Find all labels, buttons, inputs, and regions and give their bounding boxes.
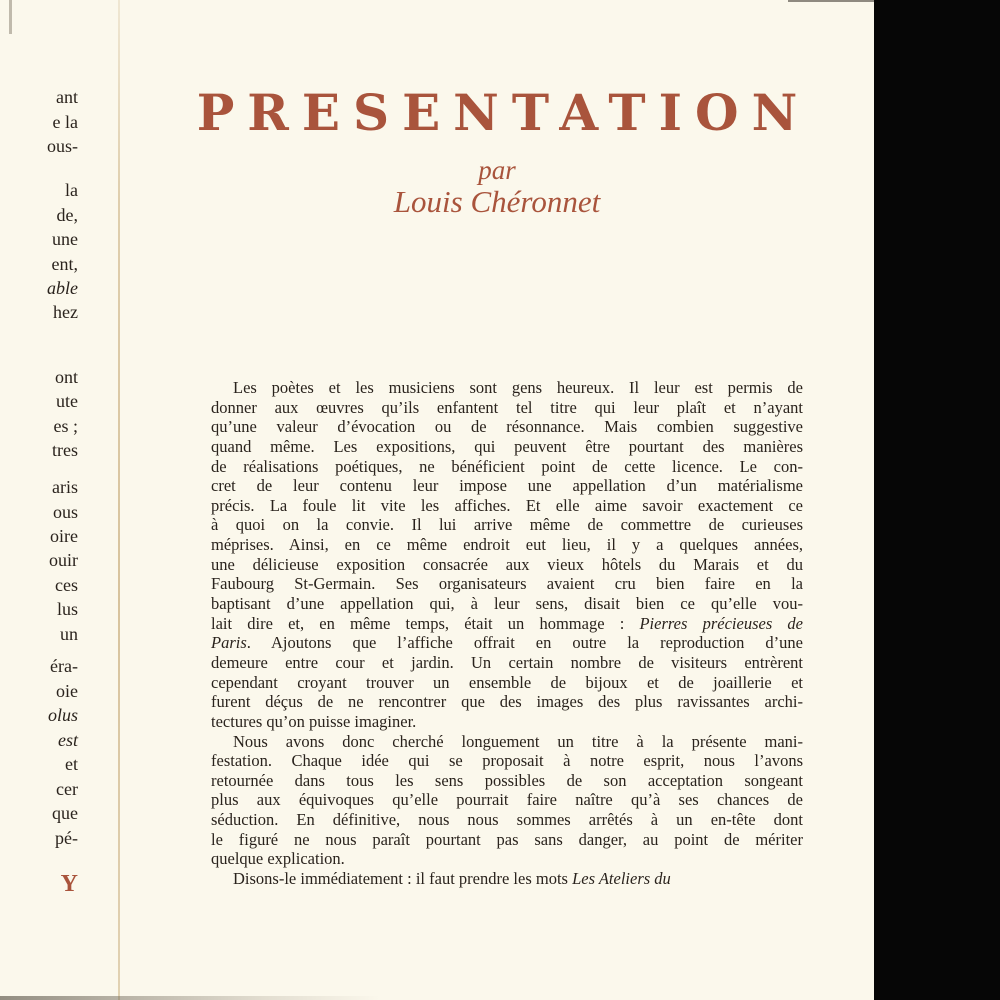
body-run-italic: Pierres précieuses de	[639, 613, 803, 633]
body-run: précis. La foule lit vite les affiches. Et elle aime savoir exactement ce	[211, 495, 803, 515]
body-line	[211, 810, 803, 830]
left-edge-fragment: ute	[56, 391, 78, 411]
body-run: quand même. Les expositions, qui peuvent être pourtant des manières	[211, 436, 803, 456]
body-run: Nous avons donc cherché longuement un titre à la présente mani-	[233, 731, 803, 751]
left-edge-fragment: est	[58, 730, 78, 750]
left-edge-fragment: ant	[56, 87, 78, 107]
body-line	[211, 378, 803, 398]
left-edge-fragment: de,	[56, 205, 78, 225]
body-line	[211, 830, 803, 850]
left-edge-fragment: e la	[52, 112, 78, 132]
left-edge-fragment: ces	[55, 575, 78, 595]
body-run: plus aux équivoques qu’elle pourrait faire naître qu’à ses chances de	[211, 790, 803, 810]
left-edge-fragment: olus	[47, 705, 78, 725]
body-line	[211, 574, 803, 594]
scan-top-left-mark	[9, 0, 12, 34]
left-edge-fragment: tres	[52, 440, 78, 460]
left-edge-fragment: une	[52, 229, 78, 249]
body-run: une délicieuse exposition consacrée aux vieux hôtels du Marais et du	[211, 554, 803, 574]
body-line	[211, 751, 803, 771]
left-edge-fragment: ous	[52, 502, 78, 522]
body-line	[211, 594, 803, 614]
body-line	[211, 515, 803, 535]
body-run: séduction. En définitive, nous nous sommes arrêtés à un en-tête dont	[211, 810, 803, 830]
body-run: festation. Chaque idée qui se proposait à notre esprit, nous l’avons	[211, 751, 803, 771]
left-edge-fragment: hez	[53, 302, 78, 322]
page-title: PRESENTATION	[196, 83, 811, 142]
body-line	[211, 790, 803, 810]
body-run: cependant croyant trouver un ensemble de bijoux et de joaillerie et	[211, 672, 803, 692]
left-edge-fragment: que	[52, 803, 78, 823]
body-line	[211, 771, 803, 791]
body-line	[211, 476, 803, 496]
body-line	[211, 869, 803, 889]
body-line	[211, 692, 803, 712]
body-run: . Ajoutons que l’affiche offrait en outre la reproduction d’une	[246, 633, 803, 653]
body-run: cret de leur contenu leur impose une appellation d’un matérialisme	[211, 476, 803, 496]
body-line	[211, 398, 803, 418]
left-page-edge-text	[0, 0, 78, 1000]
page-content	[119, 0, 875, 1000]
body-run: Disons-le immédiatement : il faut prendre les mots	[233, 869, 573, 889]
body-run: furent déçus de ne rencontrer que des images des plus ravissantes archi-	[211, 692, 803, 712]
body-line	[211, 732, 803, 752]
left-edge-fragment: ouir	[49, 550, 78, 570]
body-run: Faubourg St-Germain. Ses organisateurs avaient cru bien faire en la	[211, 574, 803, 594]
body-line	[211, 457, 803, 477]
body-run: de réalisations poétiques, ne bénéficient point de cette licence. Le con-	[211, 456, 803, 476]
left-edge-fragment: cer	[56, 779, 78, 799]
body-run: baptisant d’une appellation qui, à leur sens, disait bien ce qu’elle vou-	[211, 594, 803, 614]
left-edge-fragment: éra-	[50, 656, 78, 676]
body-line	[211, 712, 803, 732]
left-edge-fragment: pé-	[55, 828, 78, 848]
body-line	[211, 535, 803, 555]
body-run: à quoi on la convie. Il lui arrive même de commettre de curieuses	[211, 515, 803, 535]
body-run: méprises. Ainsi, en ce même endroit eut lieu, il y a quelques années,	[211, 535, 803, 555]
body-run: qu’une valeur d’évocation ou de résonnance. Mais combien suggestive	[211, 417, 803, 437]
left-edge-fragment: lus	[56, 599, 78, 619]
left-edge-fragment: la	[65, 180, 78, 200]
left-edge-fragment: oie	[56, 681, 78, 701]
body-line	[211, 673, 803, 693]
body-line	[211, 496, 803, 516]
body-run: lait dire et, en même temps, était un hommage :	[211, 613, 640, 633]
scan-black-margin	[874, 0, 1000, 1000]
body-run: quelque explication.	[211, 849, 345, 869]
body-line	[211, 437, 803, 457]
body-text	[211, 378, 803, 889]
left-edge-fragment: es ;	[53, 416, 78, 436]
left-edge-fragment: aris	[52, 477, 78, 497]
body-line	[211, 555, 803, 575]
body-run: demeure entre cour et jardin. Un certain nombre de visiteurs entrèrent	[211, 652, 803, 672]
left-edge-fragment: et	[65, 754, 78, 774]
body-run: le figuré ne nous paraît pourtant pas sans danger, au point de mériter	[211, 829, 803, 849]
body-run: donner aux œuvres qu’ils enfantent tel titre qui leur plaît et n’ayant	[211, 397, 803, 417]
body-run-italic: Les Ateliers du	[572, 869, 671, 889]
byline-author: Louis Chéronnet	[393, 184, 601, 219]
left-edge-fragment: ont	[54, 367, 78, 387]
left-edge-fragment: Y	[60, 871, 78, 897]
body-line	[211, 614, 803, 634]
body-run-italic: Paris	[211, 633, 247, 653]
left-edge-fragment: ent,	[51, 254, 78, 274]
body-line	[211, 633, 803, 653]
left-edge-fragment: un	[60, 624, 78, 644]
left-edge-fragment: ous-	[47, 136, 78, 156]
body-line	[211, 653, 803, 673]
left-edge-fragment: able	[47, 278, 78, 298]
body-run: Les poètes et les musiciens sont gens heureux. Il leur est permis de	[233, 378, 803, 397]
body-line	[211, 849, 803, 869]
body-run: tectures qu’on puisse imaginer.	[211, 711, 417, 731]
body-run: retournée dans tous les sens possibles de son acceptation songeant	[211, 770, 803, 790]
left-edge-fragment: oire	[50, 526, 78, 546]
body-line	[211, 417, 803, 437]
byline-par: par	[478, 155, 516, 185]
